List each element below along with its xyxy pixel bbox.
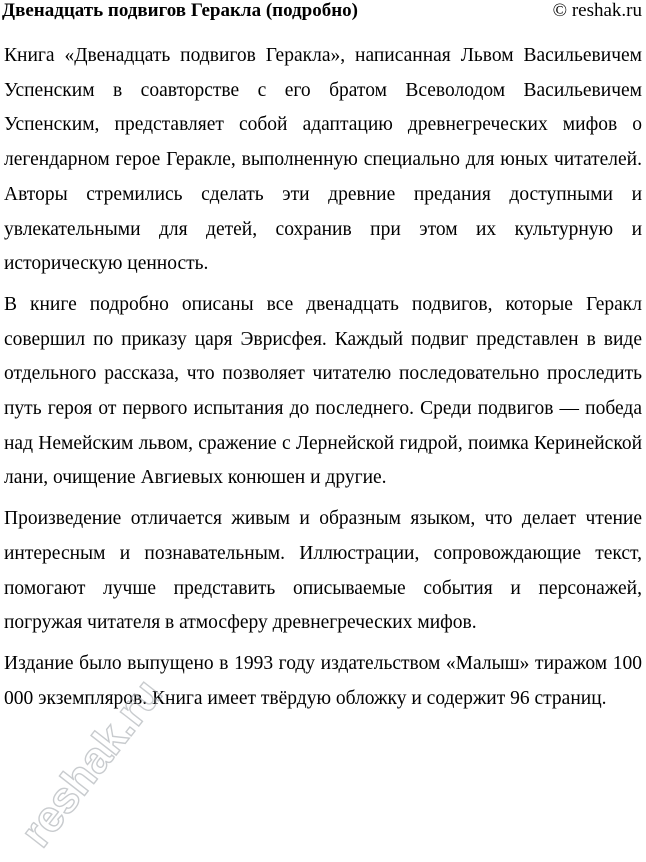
paragraph-3: Произведение отличается живым и образным языком, что делает чтение интересным и познавательным. Иллюстрации, сопровождающие текст, помогают лучше представить описываемые события и персонажей, погружая читателя в атмосферу древнегреческих мифов.: [4, 508, 642, 634]
article-body: [4, 39, 642, 722]
paragraph-4: Издание было выпущено в 1993 году издательством «Малыш» тиражом 100 000 экземпляров. Книга имеет твёрдую обложку и содержит 96 страниц.: [4, 652, 642, 709]
watermark-text: reshak.ru: [11, 669, 172, 857]
watermark: [11, 669, 182, 860]
page-title: Двенадцать подвигов Геракла (подробно): [2, 0, 358, 21]
page-header: [2, 0, 642, 24]
paragraph-2: В книге подробно описаны все двенадцать подвигов, которые Геракл совершил по приказу царя Эврисфея. Каждый подвиг представлен в виде отдельного рассказа, что позволяет читателю последовательно проследить путь героя от первого испытания до последнего. Среди подвигов — победа над Немейским львом, сражение с Лернейской гидрой, поимка Керинейской лани, очищение Авгиевых конюшен и другие.: [4, 293, 642, 489]
paragraph-1: Книга «Двенадцать подвигов Геракла», написанная Львом Васильевичем Успенским в соавторстве с его братом Всеволодом Васильевичем Успенским, представляет собой адаптацию древнегреческих мифов о легендарном герое Геракле, выполненную специально для юных читателей. Авторы стремились сделать эти древние предания доступными и увлекательными для детей, сохранив при этом их культурную и историческую ценность.: [4, 45, 642, 275]
site-credit: © reshak.ru: [552, 0, 642, 21]
